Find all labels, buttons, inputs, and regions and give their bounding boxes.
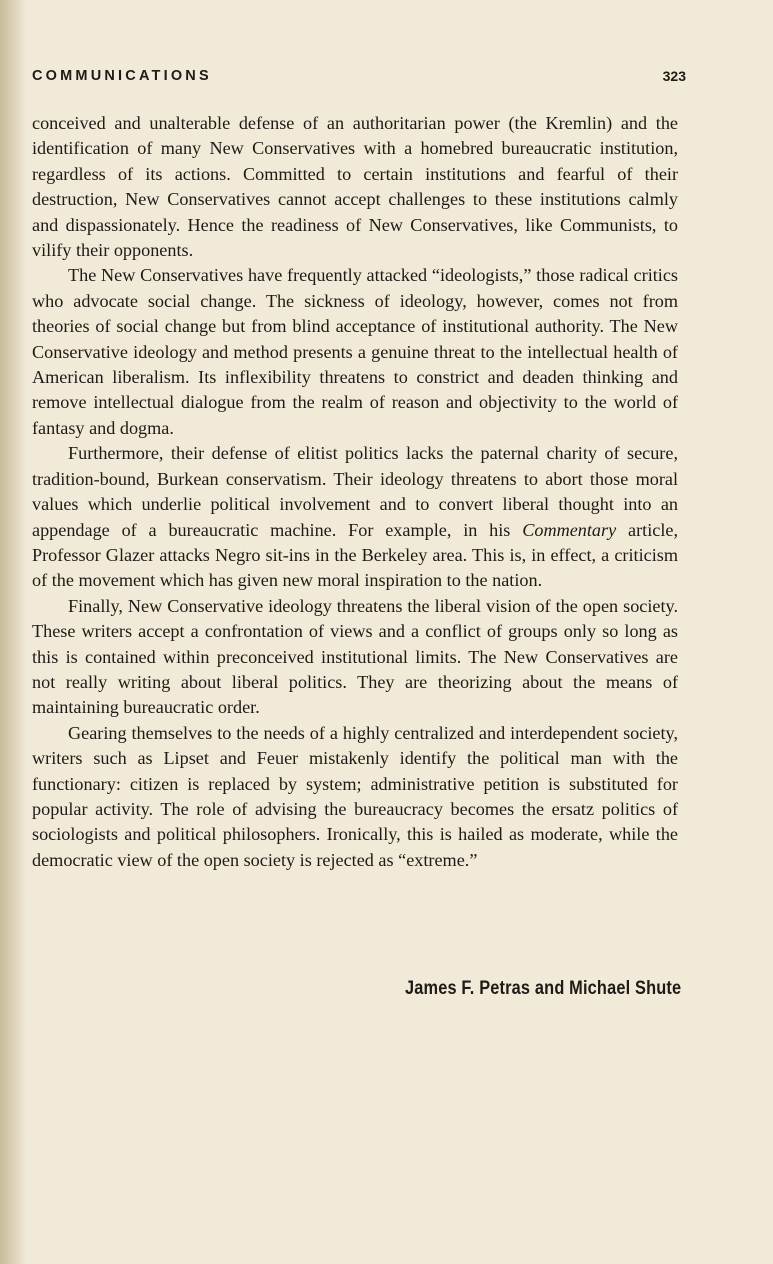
- paragraph-4: Finally, New Conservative ideology threatens the liberal vision of the open society. These writers accept a confrontation of views and a conflict of groups only so long as this is contained within preconceived institutional limits. The New Conservatives are not really writing about liberal politics. They are theorizing about the means of maintaining bureaucratic order.: [32, 595, 678, 718]
- paragraph-1: conceived and unalterable defense of an authoritarian power (the Kremlin) and the identification of many New Conservatives with a homebred bureaucratic institution, regardless of its actions. Committed to certain institutions and fearful of their destruction, New Conservatives cannot accept challenges to these institutions calmly and dispassionately. Hence the readiness of New Conservatives, like Communists, to vilify their opponents.: [32, 113, 678, 261]
- paragraph-3-text-a: Furthermore, their defense of elitist politics lacks the paternal charity of secure, tradition-bound, Burkean conservatism. Their ideology threatens to abort those moral values which underlie political involvement and to convert liberal thought into an appendage of a bureaucratic machine. For example, in his: [32, 443, 678, 540]
- paragraph-3: [32, 441, 678, 593]
- article-body: [32, 111, 678, 873]
- journal-title-commentary: Commentary: [522, 519, 617, 540]
- running-head: COMMUNICATIONS: [32, 68, 212, 84]
- page-header: [32, 64, 686, 88]
- paragraph-5: Gearing themselves to the needs of a highly centralized and interdependent society, writers such as Lipset and Feuer mistakenly identify the political man with the functionary: citizen is replaced by system; administrative petition is substituted for popular activity. The role of advising the bureaucracy becomes the ersatz politics of sociologists and political philosophers. Ironically, this is hailed as moderate, while the democratic view of the open society is rejected as “extreme.”: [32, 722, 678, 870]
- page-number: 323: [662, 68, 686, 84]
- paragraph-2: The New Conservatives have frequently attacked “ideologists,” those radical critics who advocate social change. The sickness of ideology, however, comes not from theories of social change but from blind acceptance of institutional authority. The New Conservative ideology and method presents a genuine threat to the intellectual health of American liberalism. Its inflexibility threatens to constrict and deaden thinking and remove intellectual dialogue from the realm of reason and objectivity to the world of fantasy and dogma.: [32, 265, 678, 438]
- page-spine-shadow: [0, 0, 26, 1264]
- author-signature: James F. Petras and Michael Shute: [404, 978, 681, 999]
- paragraph-3-text-b: article, Professor Glazer attacks Negro sit-ins in the Berkeley area. This is, in effect, a criticism of the movement which has given new moral inspiration to the nation.: [32, 519, 678, 591]
